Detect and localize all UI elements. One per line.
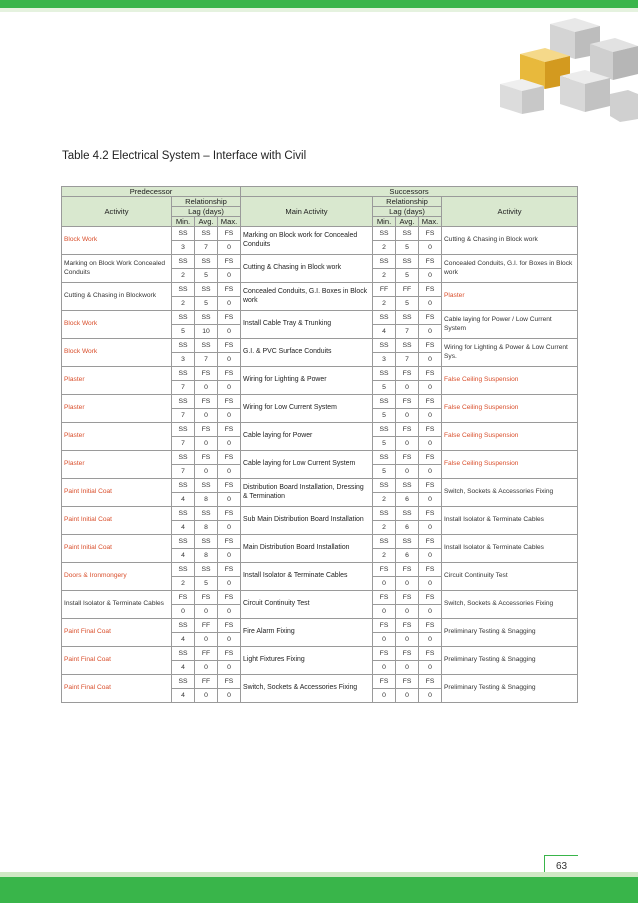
main-activity: Cable laying for Low Current System	[241, 451, 373, 479]
pred-lag-cell: 4	[172, 689, 195, 703]
pred-lag-cell: 0	[218, 437, 241, 451]
table-row	[62, 675, 578, 689]
pred-lag-cell: 0	[195, 605, 218, 619]
table-row	[62, 423, 578, 437]
main-activity: Concealed Conduits, G.I. Boxes in Block work	[241, 283, 373, 311]
successor-activity: Cutting & Chasing in Block work	[442, 227, 578, 255]
succ-lag-cell: 5	[373, 381, 396, 395]
pred-relationship-cell: FS	[195, 395, 218, 409]
succ-relationship-cell: SS	[396, 535, 419, 549]
main-activity: Marking on Block work for Concealed Conduits	[241, 227, 373, 255]
predecessor-activity: Plaster	[62, 451, 172, 479]
main-activity: Cutting & Chasing in Block work	[241, 255, 373, 283]
succ-relationship-cell: SS	[373, 311, 396, 325]
pred-lag-cell: 5	[172, 325, 195, 339]
main-activity-header: Main Activity	[241, 197, 373, 227]
pred-relationship-cell: FS	[218, 283, 241, 297]
pred-relationship-cell: SS	[172, 283, 195, 297]
top-green-bar	[0, 0, 638, 8]
pred-relationship-header: Relationship	[172, 197, 241, 207]
main-activity: Sub Main Distribution Board Installation	[241, 507, 373, 535]
predecessor-activity: Plaster	[62, 423, 172, 451]
succ-lag-cell: 0	[419, 297, 442, 311]
succ-lag-cell: 5	[373, 465, 396, 479]
succ-activity-header: Activity	[442, 197, 578, 227]
pred-lag-cell: 5	[195, 577, 218, 591]
main-activity: Distribution Board Installation, Dressing & Termination	[241, 479, 373, 507]
succ-lag-cell: 0	[419, 689, 442, 703]
table-caption: Table 4.2 Electrical System – Interface with Civil	[62, 150, 307, 162]
pred-lag-cell: 0	[218, 297, 241, 311]
succ-relationship-cell: FS	[419, 395, 442, 409]
pred-relationship-cell: SS	[172, 451, 195, 465]
successor-activity: False Ceiling Suspension	[442, 423, 578, 451]
pred-relationship-cell: SS	[195, 507, 218, 521]
pred-relationship-cell: SS	[195, 535, 218, 549]
successor-activity: Switch, Sockets & Accessories Fixing	[442, 479, 578, 507]
succ-relationship-cell: SS	[373, 507, 396, 521]
succ-lag-cell: 0	[396, 381, 419, 395]
pred-lag-cell: 0	[218, 381, 241, 395]
pred-relationship-cell: FF	[195, 675, 218, 689]
table-row	[62, 647, 578, 661]
pred-relationship-cell: FS	[195, 423, 218, 437]
pred-lag-header: Lag (days)	[172, 207, 241, 217]
succ-lag-cell: 6	[396, 549, 419, 563]
top-light-bar	[0, 8, 638, 12]
main-activity: Switch, Sockets & Accessories Fixing	[241, 675, 373, 703]
successor-activity: Wiring for Lighting & Power & Low Current Sys.	[442, 339, 578, 367]
pred-lag-cell: 0	[218, 577, 241, 591]
pred-lag-cell: 0	[218, 661, 241, 675]
succ-lag-cell: 5	[396, 241, 419, 255]
succ-lag-cell: 7	[396, 325, 419, 339]
succ-lag-cell: 0	[373, 661, 396, 675]
pred-relationship-cell: FS	[218, 339, 241, 353]
succ-lag-cell: 5	[396, 269, 419, 283]
succ-relationship-cell: FS	[373, 619, 396, 633]
pred-lag-cell: 2	[172, 577, 195, 591]
pred-relationship-cell: SS	[195, 479, 218, 493]
succ-lag-cell: 0	[419, 633, 442, 647]
table-row	[62, 339, 578, 353]
pred-relationship-cell: FS	[218, 647, 241, 661]
succ-relationship-cell: FS	[373, 647, 396, 661]
succ-relationship-cell: FS	[396, 619, 419, 633]
footer-green-bar	[0, 877, 638, 903]
succ-relationship-cell: FS	[419, 647, 442, 661]
succ-relationship-cell: SS	[396, 479, 419, 493]
pred-lag-cell: 0	[195, 661, 218, 675]
pred-lag-cell: 7	[172, 437, 195, 451]
pred-relationship-cell: SS	[195, 283, 218, 297]
pred-lag-cell: 4	[172, 633, 195, 647]
pred-relationship-cell: FS	[172, 591, 195, 605]
succ-relationship-cell: FS	[419, 507, 442, 521]
succ-relationship-cell: FS	[419, 675, 442, 689]
succ-lag-cell: 2	[373, 241, 396, 255]
pred-relationship-cell: FS	[218, 451, 241, 465]
interface-table	[61, 186, 578, 703]
main-activity: Main Distribution Board Installation	[241, 535, 373, 563]
succ-relationship-cell: SS	[373, 451, 396, 465]
pred-lag-cell: 0	[218, 633, 241, 647]
pred-relationship-cell: SS	[172, 563, 195, 577]
pred-relationship-cell: SS	[195, 339, 218, 353]
predecessor-activity: Paint Final Coat	[62, 647, 172, 675]
succ-lag-cell: 0	[419, 521, 442, 535]
pred-relationship-cell: SS	[172, 619, 195, 633]
table-row	[62, 535, 578, 549]
succ-lag-cell: 5	[373, 437, 396, 451]
succ-relationship-cell: FS	[396, 367, 419, 381]
predecessor-activity: Block Work	[62, 339, 172, 367]
succ-lag-header: Lag (days)	[373, 207, 442, 217]
pred-relationship-cell: FS	[218, 563, 241, 577]
predecessor-activity: Paint Initial Coat	[62, 507, 172, 535]
succ-lag-cell: 6	[396, 493, 419, 507]
pred-relationship-cell: SS	[172, 339, 195, 353]
succ-lag-cell: 0	[419, 549, 442, 563]
succ-lag-cell: 4	[373, 325, 396, 339]
pred-lag-cell: 0	[218, 353, 241, 367]
succ-lag-cell: 5	[396, 297, 419, 311]
succ-lag-cell: 0	[396, 437, 419, 451]
pred-lag-cell: 0	[218, 605, 241, 619]
succ-lag-cell: 0	[419, 493, 442, 507]
pred-relationship-cell: SS	[172, 675, 195, 689]
succ-relationship-cell: FS	[396, 423, 419, 437]
successor-activity: False Ceiling Suspension	[442, 451, 578, 479]
succ-relationship-cell: SS	[373, 423, 396, 437]
succ-lag-cell: 2	[373, 297, 396, 311]
succ-lag-cell: 2	[373, 549, 396, 563]
pred-lag-cell: 10	[195, 325, 218, 339]
succ-relationship-cell: FS	[396, 647, 419, 661]
pred-relationship-cell: FS	[218, 311, 241, 325]
successor-activity: Install Isolator & Terminate Cables	[442, 507, 578, 535]
pred-relationship-cell: SS	[195, 255, 218, 269]
succ-relationship-cell: SS	[373, 339, 396, 353]
predecessor-activity: Marking on Block Work Concealed Conduits	[62, 255, 172, 283]
table-row	[62, 227, 578, 241]
pred-lag-cell: 0	[218, 325, 241, 339]
successor-activity: False Ceiling Suspension	[442, 395, 578, 423]
predecessor-activity: Block Work	[62, 227, 172, 255]
succ-lag-cell: 0	[419, 465, 442, 479]
pred-lag-cell: 7	[195, 241, 218, 255]
pred-lag-cell: 0	[218, 689, 241, 703]
table-body	[62, 227, 578, 703]
pred-relationship-cell: FS	[195, 367, 218, 381]
pred-relationship-cell: FS	[218, 675, 241, 689]
succ-relationship-cell: SS	[373, 479, 396, 493]
table-row	[62, 367, 578, 381]
pred-lag-cell: 0	[195, 409, 218, 423]
pred-relationship-cell: SS	[195, 227, 218, 241]
pred-min-header: Min.	[172, 217, 195, 227]
pred-relationship-cell: FS	[218, 367, 241, 381]
successor-activity: Preliminary Testing & Snagging	[442, 675, 578, 703]
succ-relationship-cell: FF	[396, 283, 419, 297]
interface-table-container	[61, 186, 577, 703]
successor-activity: Concealed Conduits, G.I. for Boxes in Block work	[442, 255, 578, 283]
table-row	[62, 619, 578, 633]
pred-lag-cell: 0	[218, 521, 241, 535]
successor-activity: Preliminary Testing & Snagging	[442, 647, 578, 675]
predecessor-activity: Block Work	[62, 311, 172, 339]
pred-relationship-cell: FS	[218, 591, 241, 605]
succ-avg-header: Avg.	[396, 217, 419, 227]
pred-lag-cell: 2	[172, 269, 195, 283]
pred-relationship-cell: FS	[218, 423, 241, 437]
succ-relationship-cell: FS	[373, 563, 396, 577]
pred-relationship-cell: FS	[218, 619, 241, 633]
pred-lag-cell: 3	[172, 241, 195, 255]
pred-lag-cell: 7	[172, 465, 195, 479]
succ-relationship-cell: FS	[419, 283, 442, 297]
pred-lag-cell: 0	[218, 465, 241, 479]
table-row	[62, 283, 578, 297]
succ-relationship-cell: SS	[396, 507, 419, 521]
pred-lag-cell: 0	[218, 409, 241, 423]
pred-lag-cell: 0	[195, 633, 218, 647]
main-activity: Install Isolator & Terminate Cables	[241, 563, 373, 591]
succ-lag-cell: 0	[419, 605, 442, 619]
pred-relationship-cell: SS	[195, 563, 218, 577]
succ-relationship-cell: SS	[373, 255, 396, 269]
succ-relationship-cell: SS	[373, 227, 396, 241]
successor-activity: Switch, Sockets & Accessories Fixing	[442, 591, 578, 619]
main-activity: Install Cable Tray & Trunking	[241, 311, 373, 339]
succ-relationship-cell: FS	[419, 227, 442, 241]
pred-relationship-cell: SS	[172, 227, 195, 241]
succ-relationship-cell: FS	[396, 591, 419, 605]
pred-relationship-cell: FS	[218, 227, 241, 241]
pred-relationship-cell: FS	[218, 479, 241, 493]
pred-relationship-cell: FF	[195, 619, 218, 633]
pred-relationship-cell: FS	[218, 255, 241, 269]
pred-lag-cell: 3	[172, 353, 195, 367]
pred-lag-cell: 8	[195, 521, 218, 535]
pred-lag-cell: 8	[195, 493, 218, 507]
pred-relationship-cell: SS	[172, 535, 195, 549]
pred-lag-cell: 0	[218, 269, 241, 283]
main-activity: Cable laying for Power	[241, 423, 373, 451]
succ-relationship-cell: FS	[419, 479, 442, 493]
succ-lag-cell: 6	[396, 521, 419, 535]
successor-activity: Plaster	[442, 283, 578, 311]
succ-relationship-cell: SS	[396, 311, 419, 325]
predecessor-activity: Paint Initial Coat	[62, 479, 172, 507]
succ-relationship-cell: FS	[373, 675, 396, 689]
pred-relationship-cell: SS	[172, 367, 195, 381]
succ-relationship-cell: FS	[396, 563, 419, 577]
succ-lag-cell: 2	[373, 269, 396, 283]
pred-lag-cell: 0	[195, 689, 218, 703]
pred-lag-cell: 4	[172, 493, 195, 507]
successors-header: Successors	[241, 187, 578, 197]
pred-relationship-cell: FS	[195, 591, 218, 605]
succ-lag-cell: 0	[396, 633, 419, 647]
succ-lag-cell: 0	[396, 577, 419, 591]
predecessor-activity: Paint Final Coat	[62, 619, 172, 647]
succ-lag-cell: 0	[373, 577, 396, 591]
succ-lag-cell: 0	[419, 325, 442, 339]
pred-relationship-cell: SS	[172, 423, 195, 437]
main-activity: G.I. & PVC Surface Conduits	[241, 339, 373, 367]
pred-lag-cell: 7	[172, 409, 195, 423]
pred-lag-cell: 4	[172, 549, 195, 563]
succ-lag-cell: 0	[419, 661, 442, 675]
page-number: 63	[544, 855, 578, 876]
main-activity: Fire Alarm Fixing	[241, 619, 373, 647]
pred-relationship-cell: FF	[195, 647, 218, 661]
pred-lag-cell: 4	[172, 521, 195, 535]
successor-activity: False Ceiling Suspension	[442, 367, 578, 395]
predecessor-activity: Plaster	[62, 367, 172, 395]
pred-lag-cell: 0	[172, 605, 195, 619]
predecessor-activity: Doors & Ironmongery	[62, 563, 172, 591]
pred-relationship-cell: FS	[218, 395, 241, 409]
table-row	[62, 479, 578, 493]
succ-lag-cell: 0	[373, 605, 396, 619]
succ-relationship-cell: FS	[373, 591, 396, 605]
succ-lag-cell: 0	[396, 465, 419, 479]
pred-relationship-cell: SS	[172, 311, 195, 325]
succ-relationship-cell: FS	[396, 675, 419, 689]
succ-relationship-cell: SS	[373, 367, 396, 381]
succ-relationship-cell: FS	[419, 563, 442, 577]
succ-lag-cell: 0	[396, 605, 419, 619]
succ-relationship-cell: SS	[396, 255, 419, 269]
pred-relationship-cell: SS	[172, 395, 195, 409]
succ-relationship-cell: FS	[419, 423, 442, 437]
main-activity: Circuit Continuity Test	[241, 591, 373, 619]
succ-lag-cell: 0	[419, 381, 442, 395]
succ-lag-cell: 0	[419, 409, 442, 423]
pred-lag-cell: 7	[195, 353, 218, 367]
succ-relationship-cell: FS	[419, 619, 442, 633]
main-activity: Wiring for Low Current System	[241, 395, 373, 423]
succ-lag-cell: 2	[373, 493, 396, 507]
pred-lag-cell: 0	[218, 493, 241, 507]
pred-activity-header: Activity	[62, 197, 172, 227]
pred-lag-cell: 5	[195, 269, 218, 283]
pred-lag-cell: 0	[195, 437, 218, 451]
successor-activity: Preliminary Testing & Snagging	[442, 619, 578, 647]
succ-lag-cell: 0	[396, 409, 419, 423]
pred-relationship-cell: SS	[172, 255, 195, 269]
pred-relationship-cell: FS	[218, 535, 241, 549]
succ-lag-cell: 0	[373, 633, 396, 647]
successor-activity: Install Isolator & Terminate Cables	[442, 535, 578, 563]
succ-lag-cell: 7	[396, 353, 419, 367]
pred-lag-cell: 0	[218, 241, 241, 255]
table-row	[62, 451, 578, 465]
successor-activity: Cable laying for Power / Low Current System	[442, 311, 578, 339]
table-row	[62, 591, 578, 605]
succ-relationship-cell: SS	[373, 535, 396, 549]
pred-lag-cell: 2	[172, 297, 195, 311]
succ-relationship-cell: FS	[419, 339, 442, 353]
pred-avg-header: Avg.	[195, 217, 218, 227]
succ-relationship-cell: SS	[396, 227, 419, 241]
decorative-cubes-graphic	[400, 14, 638, 124]
succ-min-header: Min.	[373, 217, 396, 227]
pred-lag-cell: 7	[172, 381, 195, 395]
succ-relationship-cell: SS	[396, 339, 419, 353]
succ-lag-cell: 0	[419, 241, 442, 255]
succ-lag-cell: 0	[419, 437, 442, 451]
succ-max-header: Max.	[419, 217, 442, 227]
succ-relationship-cell: FS	[419, 451, 442, 465]
succ-lag-cell: 0	[419, 269, 442, 283]
predecessor-activity: Cutting & Chasing in Blockwork	[62, 283, 172, 311]
pred-lag-cell: 4	[172, 661, 195, 675]
table-row	[62, 507, 578, 521]
table-row	[62, 395, 578, 409]
pred-relationship-cell: SS	[172, 479, 195, 493]
succ-relationship-header: Relationship	[373, 197, 442, 207]
predecessor-activity: Plaster	[62, 395, 172, 423]
pred-relationship-cell: SS	[195, 311, 218, 325]
succ-relationship-cell: FF	[373, 283, 396, 297]
succ-lag-cell: 0	[419, 353, 442, 367]
succ-relationship-cell: FS	[419, 255, 442, 269]
main-activity: Light Fixtures Fixing	[241, 647, 373, 675]
predecessor-activity: Install Isolator & Terminate Cables	[62, 591, 172, 619]
succ-relationship-cell: FS	[419, 535, 442, 549]
succ-relationship-cell: FS	[396, 395, 419, 409]
pred-relationship-cell: SS	[172, 507, 195, 521]
pred-lag-cell: 0	[195, 465, 218, 479]
pred-lag-cell: 5	[195, 297, 218, 311]
table-row	[62, 255, 578, 269]
succ-relationship-cell: SS	[373, 395, 396, 409]
successor-activity: Circuit Continuity Test	[442, 563, 578, 591]
predecessor-activity: Paint Initial Coat	[62, 535, 172, 563]
pred-max-header: Max.	[218, 217, 241, 227]
table-row	[62, 563, 578, 577]
succ-relationship-cell: FS	[419, 311, 442, 325]
pred-lag-cell: 8	[195, 549, 218, 563]
main-activity: Wiring for Lighting & Power	[241, 367, 373, 395]
table-row	[62, 311, 578, 325]
succ-lag-cell: 0	[373, 689, 396, 703]
succ-lag-cell: 3	[373, 353, 396, 367]
pred-relationship-cell: SS	[172, 647, 195, 661]
succ-relationship-cell: FS	[396, 451, 419, 465]
succ-lag-cell: 0	[396, 689, 419, 703]
predecessor-activity: Paint Final Coat	[62, 675, 172, 703]
succ-lag-cell: 5	[373, 409, 396, 423]
succ-relationship-cell: FS	[419, 367, 442, 381]
succ-relationship-cell: FS	[419, 591, 442, 605]
pred-lag-cell: 0	[195, 381, 218, 395]
pred-relationship-cell: FS	[195, 451, 218, 465]
succ-lag-cell: 0	[419, 577, 442, 591]
pred-lag-cell: 0	[218, 549, 241, 563]
predecessor-header: Predecessor	[62, 187, 241, 197]
succ-lag-cell: 2	[373, 521, 396, 535]
succ-lag-cell: 0	[396, 661, 419, 675]
pred-relationship-cell: FS	[218, 507, 241, 521]
